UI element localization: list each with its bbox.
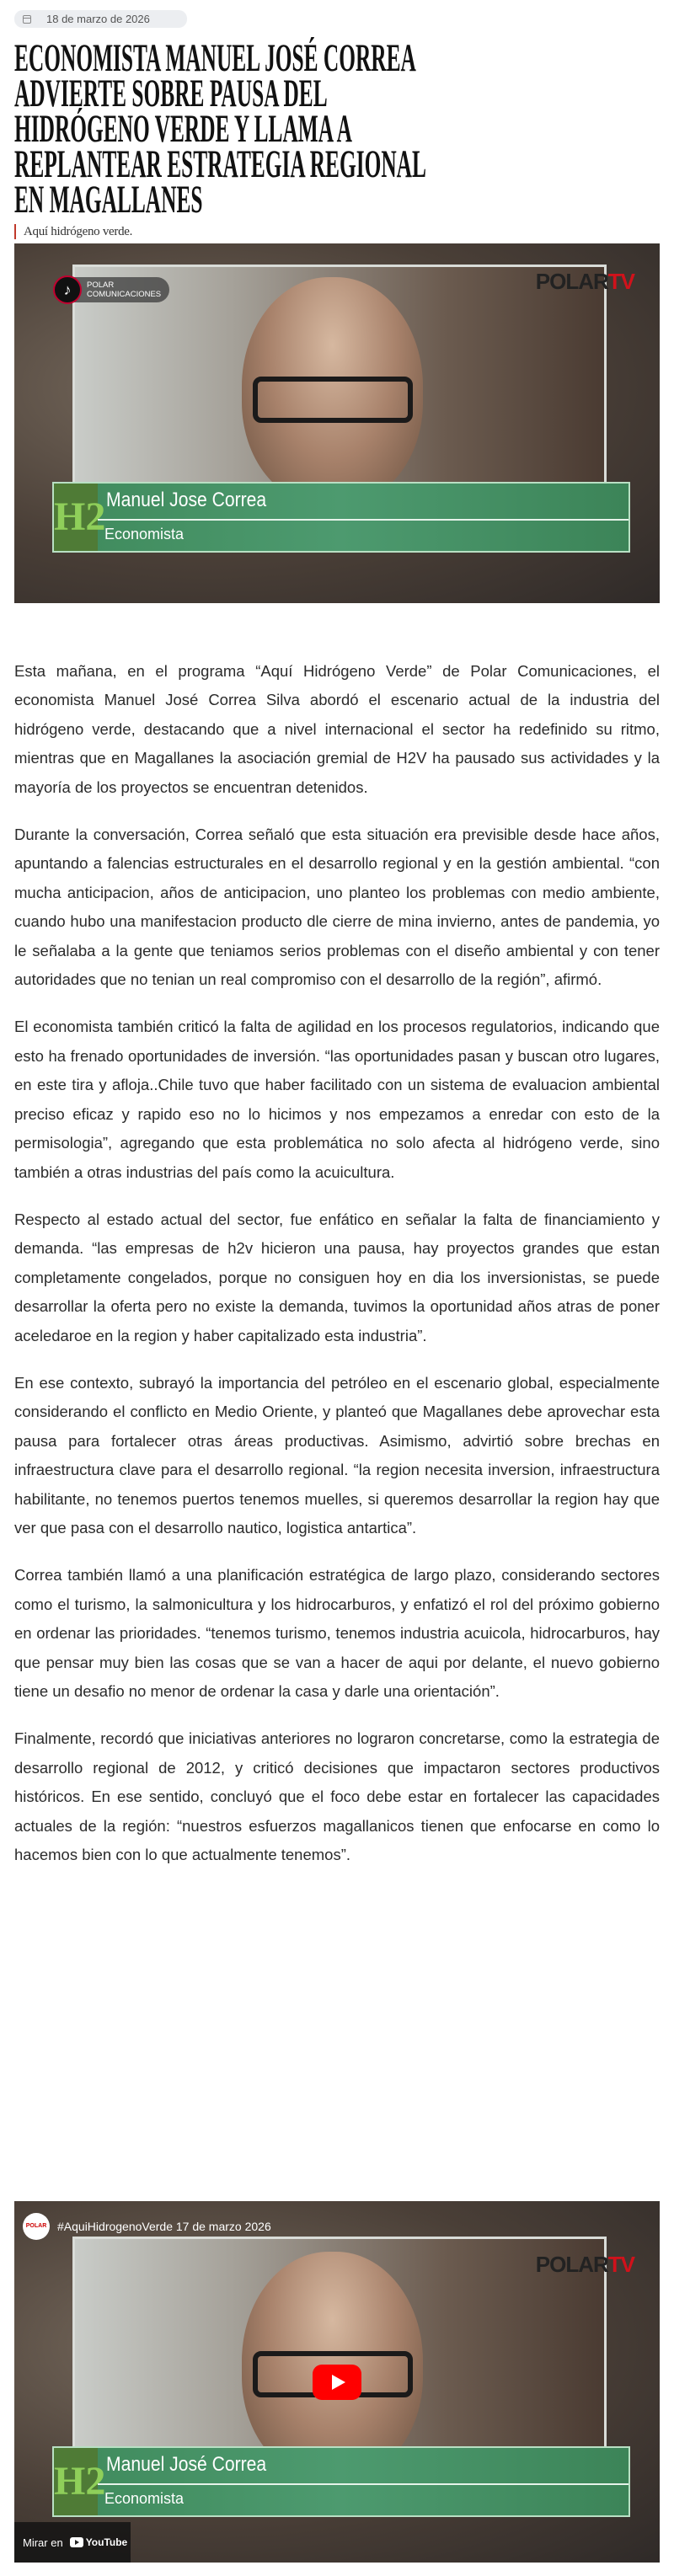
- article-body: [14, 657, 660, 1888]
- lower-third: [52, 2446, 630, 2517]
- h2-logo: H2: [54, 2448, 98, 2515]
- paragraph: Esta mañana, en el programa “Aquí Hidrógeno Verde” de Polar Comunicaciones, el economista Manuel José Correa Silva abordó el escenario actual de la industria del hidrógeno verde, destacando que a nivel internacional el sector ha redefinido su ritmo, mientras que en Magallanes la asociación gremial de H2V ha pausado sus actividades y la mayoría de los proyectos se encuentran detenidos.: [14, 662, 660, 796]
- watch-on-youtube-button[interactable]: [14, 2522, 131, 2563]
- calendar-icon: [23, 15, 31, 24]
- youtube-logo: YouTube: [70, 2536, 128, 2548]
- paragraph: El economista también criticó la falta de agilidad en los procesos regulatorios, indicando que esto ha frenado oportunidades de inversión. “las oportunidades pasan y buscan otro lugares, en este tira y afloja..Chile tuvo que haber facilitado con un sistema de evaluacion ambiental preciso eficaz y rapido eso no lo hicimos y nos empezamos a enredar con esto de la permisologia”, agregando que esta problemática no solo afecta al hidrógeno verde, sino también a otras industrias del país como la acuicultura.: [14, 1018, 660, 1181]
- channel-avatar[interactable]: POLAR: [23, 2213, 50, 2240]
- youtube-icon: [70, 2537, 83, 2547]
- lower-third: [52, 482, 630, 553]
- title-line: HIDRÓGENO VERDE Y LLAMA A: [14, 107, 352, 151]
- play-button[interactable]: [313, 2365, 361, 2400]
- speaker-role: Economista: [104, 526, 185, 542]
- polartv-logo: POLARTV: [535, 2252, 634, 2277]
- page-title: [14, 36, 651, 222]
- paragraph: Finalmente, recordó que iniciativas anteriores no lograron concretarse, como la estrategia de desarrollo regional de 2012, y criticó decisiones que impactaron sectores productivos históricos. En ese sentido, concluyó que el foco debe estar en fortalecer las capacidades actuales de la región: “nuestros esfuerzos magallanicos tienen que enfocarse en como lo hacemos bien con lo que actualmente tenemos”.: [14, 1729, 660, 1864]
- polartv-logo: POLARTV: [535, 269, 634, 294]
- hero-image: [14, 243, 660, 603]
- watch-on-label: Mirar en: [23, 2536, 63, 2549]
- tiktok-icon: ♪: [53, 275, 82, 304]
- paragraph: En ese contexto, subrayó la importancia del petróleo en el escenario global, especialmente considerando el conflicto en Medio Oriente, y planteó que Magallanes debe aprovechar esta pausa para fortalecer otras áreas productivas. Asimismo, advirtió sobre brechas en infraestructura clave para el desarrollo regional. “la region necesita inversion, infraestructura habilitante, no tenemos puertos tenemos muelles, si queremos desarrollar la region hay que ver que pasa con el desarrollo nautico, logistica antartica”.: [14, 1373, 660, 1537]
- title-line: REPLANTEAR ESTRATEGIA REGIONAL: [14, 142, 426, 186]
- speaker-name: Manuel Jose Correa: [106, 489, 267, 511]
- video-title-bar[interactable]: [23, 2213, 271, 2240]
- tiktok-badge: [55, 277, 169, 302]
- divider: [98, 2483, 629, 2485]
- glasses: [253, 377, 413, 423]
- youtube-embed[interactable]: [14, 2201, 660, 2563]
- h2-logo: H2: [54, 484, 98, 551]
- tiktok-label: COMUNICACIONES: [87, 290, 162, 299]
- paragraph: Durante la conversación, Correa señaló que esta situación era previsible desde hace años, apuntando a falencias estructurales en el desarrollo regional y en la gestión ambiental. “con mucha anticipacion, años de anticipacion, uno planteo los problemas con medio ambiente, cuando hubo una manifestacion producto dle cierre de mina invierno, antes de pandemia, yo le señalaba a la gente que teniamos serios problemas con el diseño ambiental y con tener autoridades que no tenian un real compromiso con el desarrollo de la región”, afirmó.: [14, 826, 660, 989]
- speaker-name: Manuel José Correa: [106, 2453, 267, 2476]
- category-subtitle: Aquí hidrógeno verde.: [14, 224, 132, 239]
- speaker-role: Economista: [104, 2490, 185, 2507]
- paragraph: Correa también llamó a una planificación estratégica de largo plazo, considerando sectores como el turismo, la salmonicultura y los hidrocarburos, y enfatizó el rol del próximo gobierno en ordenar las prioridades. “tenemos turismo, tenemos industria acuicola, hidrocarburos, hay que pensar muy bien las cosas que se van a hacer de aqui por delante, el nuevo gobierno tiene un desafio no menor de ordenar la casa y darle una orientación”.: [14, 1566, 660, 1700]
- divider: [98, 519, 629, 521]
- video-title[interactable]: #AquiHidrogenoVerde 17 de marzo 2026: [57, 2220, 271, 2233]
- title-line: EN MAGALLANES: [14, 178, 203, 222]
- title-line: ECONOMISTA MANUEL JOSÉ CORREA: [14, 36, 416, 80]
- tiktok-label: POLAR: [87, 281, 115, 290]
- paragraph: Respecto al estado actual del sector, fue enfático en señalar la falta de financiamiento y demanda. “las empresas de h2v hicieron una pausa, hay proyectos grandes que estan completamente congelados, porque no consiguen hoy en dia los inversionistas, se puede desarrollar la oferta pero no existe la demanda, tuvimos la oportunidad años atras de poner aceledaroe en la region y haber capitalizado esta industria”.: [14, 1210, 660, 1344]
- date-badge: [14, 10, 187, 28]
- title-line: ADVIERTE SOBRE PAUSA DEL: [14, 72, 328, 115]
- publish-date: 18 de marzo de 2026: [46, 13, 150, 25]
